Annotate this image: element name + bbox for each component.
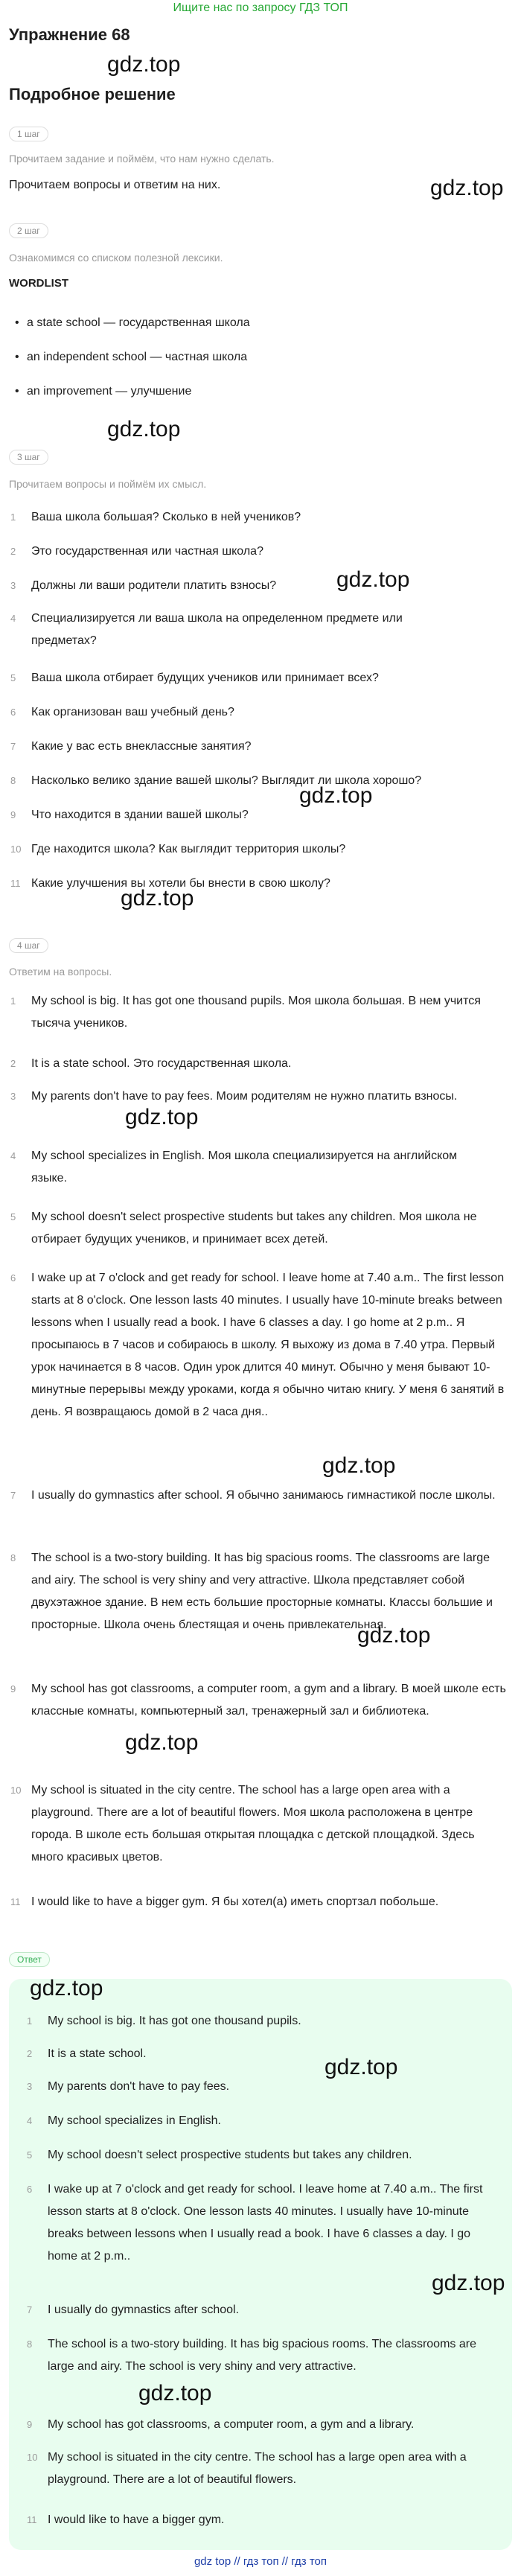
- watermark: gdz.top: [322, 1453, 396, 1478]
- step-intro: Ответим на вопросы.: [9, 966, 112, 978]
- watermark: gdz.top: [121, 886, 194, 911]
- final-answer-item: 11 I would like to have a bigger gym.: [27, 2513, 225, 2526]
- page-title: Упражнение 68: [9, 25, 130, 44]
- question-item: 10 Где находится школа? Как выглядит территория школы?: [10, 843, 346, 855]
- question-item: 2 Это государственная или частная школа?: [10, 545, 263, 558]
- watermark: gdz.top: [138, 2381, 212, 2406]
- watermark: gdz.top: [107, 417, 181, 441]
- wordlist-title: WORDLIST: [9, 277, 68, 290]
- final-answer-item: 10 My school is situated in the city centre. The school has a large open area with a playground. There are a lot of beautiful flowers.: [27, 2451, 467, 2486]
- question-item: 8 Насколько велико здание вашей школы? Выглядит ли школа хорошо?: [10, 774, 422, 787]
- answer-item: 4 My school specializes in English. Моя школа специализируется на английском языке.: [10, 1150, 458, 1185]
- final-answer-item: 3 My parents don't have to pay fees.: [27, 2080, 230, 2093]
- wordlist-item: • an improvement — улучшение: [15, 385, 192, 398]
- step-badge-2: 2 шаг: [9, 223, 48, 238]
- watermark: gdz.top: [432, 2271, 505, 2295]
- answer-item: 9 My school has got classrooms, a computer room, a gym and a library. В моей школе есть классные комнаты, компьютерный зал, тренажерный зал и библиотека.: [10, 1683, 506, 1718]
- watermark: gdz.top: [125, 1730, 199, 1755]
- step-badge-1: 1 шаг: [9, 127, 48, 141]
- watermark: gdz.top: [336, 567, 410, 592]
- footer-links[interactable]: gdz top // гдз топ // гдз топ: [194, 2555, 327, 2568]
- question-item: 3 Должны ли ваши родители платить взносы?: [10, 579, 277, 592]
- watermark: gdz.top: [299, 783, 373, 808]
- answer-item: 8 The school is a two-story building. It has big spacious rooms. The classrooms are large and airy. The school is very shiny and very attractive. Школа представляет собой двухэтажное здание. В нем есть большие просторные комнаты. Классы большие и просторные. Школа очень блестящая и очень привлекательная.: [10, 1552, 493, 1631]
- answer-item: 3 My parents don't have to pay fees. Моим родителям не нужно платить взносы.: [10, 1090, 458, 1103]
- section-title: Подробное решение: [9, 85, 176, 103]
- answer-item: 10 My school is situated in the city centre. The school has a large open area with a playground. There are a lot of beautiful flowers. Моя школа расположена в центре города. В школе есть большая открытая площадка с детской площадкой. Здесь много красивых цветов.: [10, 1784, 475, 1864]
- answer-item: 7 I usually do gymnastics after school. Я обычно занимаюсь гимнастикой после школы.: [10, 1489, 496, 1502]
- question-item: 5 Ваша школа отбирает будущих учеников или принимает всех?: [10, 672, 379, 684]
- final-answer-item: 8 The school is a two-story building. It has big spacious rooms. The classrooms are large and airy. The school is very shiny and very attractive.: [27, 2338, 476, 2373]
- step-intro: Ознакомимся со списком полезной лексики.: [9, 252, 223, 264]
- watermark: gdz.top: [430, 176, 504, 200]
- answer-badge: Ответ: [9, 1952, 50, 1967]
- step-badge-3: 3 шаг: [9, 450, 48, 465]
- final-answer-item: 7 I usually do gymnastics after school.: [27, 2304, 240, 2316]
- final-answer-item: 2 It is a state school.: [27, 2047, 147, 2060]
- answer-item: 6 I wake up at 7 o'clock and get ready for school. I leave home at 7.40 a.m.. The first lesson starts at 8 o'clock. One lesson lasts 40 minutes. I usually have 10-minute breaks between lessons when I usually read a book. I have 6 classes a day. I go home at 2 p.m.. Я просыпаюсь в 7 часов и собираюсь в школу. Я выхожу из дома в 7.40 утра. Первый урок начинается в 8 часов. Один урок длится 40 минут. Обычно у меня бывают 10-минутные перерывы между уроками, когда я обычно читаю книгу. У меня 6 занятий в день. Я возвращаюсь домой в 2 часа дня..: [10, 1272, 505, 1418]
- answer-item: 5 My school doesn't select prospective students but takes any children. Моя школа не отбирает будущих учеников, и принимает всех детей.: [10, 1211, 477, 1246]
- question-item: 7 Какие у вас есть внеклассные занятия?: [10, 740, 252, 753]
- wordlist-item: • an independent school — частная школа: [15, 351, 248, 363]
- final-answer-item: 4 My school specializes in English.: [27, 2114, 221, 2127]
- answer-item: 1 My school is big. It has got one thousand pupils. Моя школа большая. В нем учится тысяча учеников.: [10, 995, 481, 1030]
- answer-item: 2 It is a state school. Это государственная школа.: [10, 1057, 292, 1070]
- question-item: 1 Ваша школа большая? Сколько в ней учеников?: [10, 511, 301, 523]
- step-text: Прочитаем вопросы и ответим на них.: [9, 179, 221, 191]
- question-item: 11 Какие улучшения вы хотели бы внести в свою школу?: [10, 877, 330, 890]
- final-answer-item: 1 My school is big. It has got one thousand pupils.: [27, 2015, 301, 2027]
- watermark: gdz.top: [107, 52, 181, 77]
- final-answer-item: 6 I wake up at 7 o'clock and get ready for school. I leave home at 7.40 a.m.. The first lesson starts at 8 o'clock. One lesson lasts 40 minutes. I usually have 10-minute breaks between lessons when I usually read a book. I have 6 classes a day. I go home at 2 p.m..: [27, 2183, 483, 2263]
- step-intro: Прочитаем задание и поймём, что нам нужно сделать.: [9, 153, 275, 165]
- step-badge-4: 4 шаг: [9, 938, 48, 953]
- question-item: 6 Как организован ваш учебный день?: [10, 706, 234, 718]
- watermark: gdz.top: [30, 1976, 103, 2000]
- final-answer-item: 9 My school has got classrooms, a computer room, a gym and a library.: [27, 2418, 415, 2431]
- question-item: 4 Специализируется ли ваша школа на определенном предмете или предметах?: [10, 612, 403, 647]
- final-answer-item: 5 My school doesn't select prospective students but takes any children.: [27, 2149, 412, 2161]
- watermark: gdz.top: [325, 2055, 398, 2079]
- top-search-link[interactable]: Ищите нас по запросу ГДЗ ТОП: [173, 1, 348, 14]
- question-item: 9 Что находится в здании вашей школы?: [10, 809, 249, 821]
- wordlist-item: • a state school — государственная школа: [15, 316, 250, 329]
- watermark: gdz.top: [357, 1623, 431, 1648]
- step-intro: Прочитаем вопросы и поймём их смысл.: [9, 478, 207, 490]
- answer-item: 11 I would like to have a bigger gym. Я бы хотел(а) иметь спортзал побольше.: [10, 1896, 439, 1908]
- watermark: gdz.top: [125, 1105, 199, 1129]
